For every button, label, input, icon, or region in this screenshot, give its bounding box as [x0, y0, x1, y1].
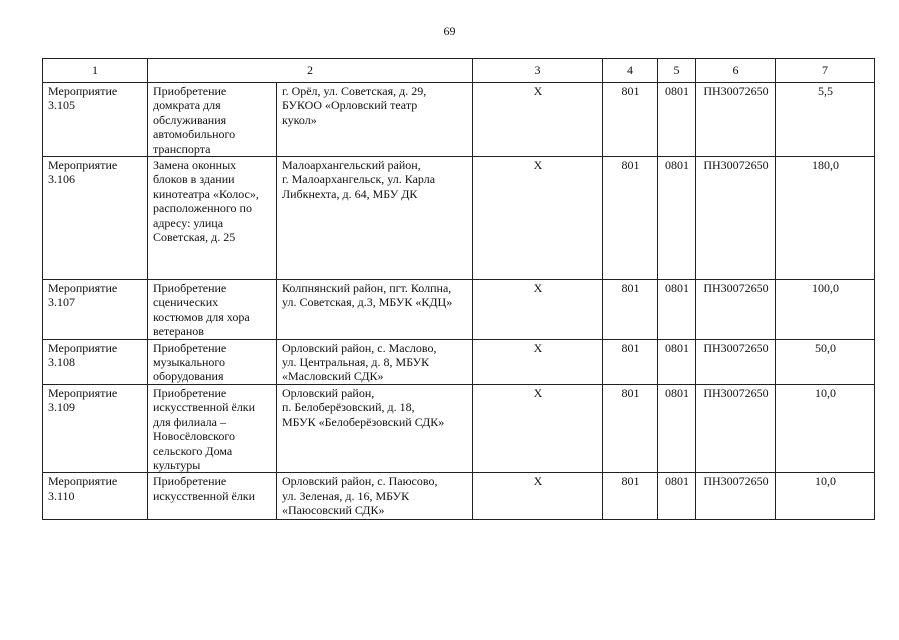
- header-col-6: 6: [696, 59, 776, 83]
- event-name-cell-line: транспорта: [153, 141, 211, 156]
- address-cell-line: г. Малоархангельск, ул. Карла: [282, 172, 436, 187]
- code-801-cell: 801: [603, 83, 658, 157]
- event-name-cell: [148, 473, 277, 520]
- address-cell-line: ул. Центральная, д. 8, МБУК: [282, 355, 430, 370]
- header-col-5: 5: [658, 59, 696, 83]
- event-name-cell-line: автомобильного: [153, 127, 236, 142]
- address-cell-line: п. Белоберёзовский, д. 18,: [282, 400, 415, 415]
- event-cell: [43, 473, 148, 520]
- event-name-cell: [148, 157, 277, 280]
- address-cell-line: г. Орёл, ул. Советская, д. 29,: [282, 84, 427, 98]
- table-row: [43, 280, 875, 340]
- table-row: [43, 384, 875, 472]
- event-cell-line: 3.105: [48, 98, 75, 113]
- marker-cell: Х: [473, 384, 603, 472]
- event-name-cell-line: кинотеатра «Колос»,: [153, 186, 259, 201]
- amount-cell: 10,0: [776, 384, 875, 472]
- event-name-cell-line: музыкального: [153, 355, 225, 370]
- event-cell: [43, 384, 148, 472]
- header-col-1: 1: [43, 59, 148, 83]
- table-row: [43, 473, 875, 520]
- event-cell-line: Мероприятие: [48, 281, 118, 296]
- address-cell-line: МБУК «Белоберёзовский СДК»: [282, 414, 445, 429]
- address-cell-line: Колпнянский район, пгт. Колпна,: [282, 281, 452, 296]
- event-cell-line: 3.108: [48, 355, 75, 370]
- event-name-cell-line: для филиала –: [153, 414, 226, 429]
- event-name-cell-line: Приобретение: [153, 474, 227, 489]
- address-cell-line: Орловский район, с. Паюсово,: [282, 474, 438, 489]
- target-article-cell: ПН30072650: [696, 339, 776, 384]
- event-cell: [43, 339, 148, 384]
- event-name-cell-line: искусственной ёлки: [153, 488, 256, 503]
- event-cell-line: Мероприятие: [48, 385, 118, 400]
- event-name-cell-line: Приобретение: [153, 84, 227, 98]
- address-cell-line: ул. Зеленая, д. 16, МБУК: [282, 488, 410, 503]
- marker-cell: Х: [473, 83, 603, 157]
- event-cell-line: Мероприятие: [48, 158, 118, 173]
- event-name-cell-line: костюмов для хора: [153, 309, 250, 324]
- marker-cell: Х: [473, 280, 603, 340]
- event-name-cell-line: блоков в здании: [153, 172, 235, 187]
- event-name-cell-line: Приобретение: [153, 385, 227, 400]
- target-article-cell: ПН30072650: [696, 280, 776, 340]
- event-name-cell-line: Приобретение: [153, 340, 227, 355]
- amount-cell: 10,0: [776, 473, 875, 520]
- section-code-cell: 0801: [658, 473, 696, 520]
- address-cell-line: ул. Советская, д.3, МБУК «КДЦ»: [282, 295, 453, 310]
- amount-cell: 180,0: [776, 157, 875, 280]
- address-cell: [277, 157, 473, 280]
- amount-cell: 50,0: [776, 339, 875, 384]
- marker-cell: Х: [473, 339, 603, 384]
- header-col-7: 7: [776, 59, 875, 83]
- code-801-cell: 801: [603, 473, 658, 520]
- event-name-cell: [148, 339, 277, 384]
- event-name-cell-line: оборудования: [153, 369, 224, 384]
- event-name-cell-line: искусственной ёлки: [153, 400, 256, 415]
- event-cell: [43, 157, 148, 280]
- event-name-cell-line: расположенного по: [153, 201, 252, 216]
- marker-cell: Х: [473, 473, 603, 520]
- event-cell: [43, 83, 148, 157]
- amount-cell: 100,0: [776, 280, 875, 340]
- address-cell: [277, 280, 473, 340]
- address-cell-line: Орловский район, с. Маслово,: [282, 340, 437, 355]
- address-cell-line: Либкнехта, д. 64, МБУ ДК: [282, 186, 418, 201]
- section-code-cell: 0801: [658, 384, 696, 472]
- table-row: [43, 339, 875, 384]
- address-cell: [277, 339, 473, 384]
- marker-cell: Х: [473, 157, 603, 280]
- event-name-cell-line: сельского Дома: [153, 443, 233, 458]
- target-article-cell: ПН30072650: [696, 473, 776, 520]
- event-name-cell-line: Новосёловского: [153, 429, 235, 444]
- event-name-cell: [148, 280, 277, 340]
- header-col-2: 2: [148, 59, 473, 83]
- code-801-cell: 801: [603, 280, 658, 340]
- address-cell-line: Орловский район,: [282, 385, 375, 400]
- address-cell-line: Малоархангельский район,: [282, 158, 421, 173]
- header-row: [43, 59, 875, 83]
- section-code-cell: 0801: [658, 157, 696, 280]
- page-number: 69: [443, 24, 456, 38]
- code-801-cell: 801: [603, 384, 658, 472]
- table-row: [43, 83, 875, 157]
- event-cell-line: 3.110: [48, 488, 75, 503]
- address-cell-line: «Паюсовский СДК»: [282, 503, 385, 518]
- event-name-cell-line: Замена оконных: [153, 158, 237, 173]
- address-cell-line: БУКОО «Орловский театр: [282, 98, 418, 113]
- code-801-cell: 801: [603, 339, 658, 384]
- event-cell-line: 3.109: [48, 400, 75, 415]
- address-cell: [277, 83, 473, 157]
- code-801-cell: 801: [603, 157, 658, 280]
- section-code-cell: 0801: [658, 280, 696, 340]
- header-col-4: 4: [603, 59, 658, 83]
- event-cell-line: Мероприятие: [48, 474, 118, 489]
- event-name-cell-line: адресу: улица: [153, 215, 224, 230]
- target-article-cell: ПН30072650: [696, 384, 776, 472]
- target-article-cell: ПН30072650: [696, 157, 776, 280]
- event-cell-line: Мероприятие: [48, 340, 118, 355]
- event-name-cell-line: сценических: [153, 295, 219, 310]
- section-code-cell: 0801: [658, 339, 696, 384]
- event-name-cell-line: Приобретение: [153, 281, 227, 296]
- event-name-cell-line: обслуживания: [153, 112, 227, 127]
- event-name-cell: [148, 83, 277, 157]
- amount-cell: 5,5: [776, 83, 875, 157]
- address-cell-line: «Масловский СДК»: [282, 369, 384, 384]
- event-cell: [43, 280, 148, 340]
- header-col-3: 3: [473, 59, 603, 83]
- target-article-cell: ПН30072650: [696, 83, 776, 157]
- event-name-cell-line: культуры: [153, 457, 201, 472]
- address-cell: [277, 384, 473, 472]
- event-name-cell-line: ветеранов: [153, 324, 204, 339]
- event-cell-line: 3.106: [48, 172, 75, 187]
- event-name-cell-line: домкрата для: [153, 98, 221, 113]
- address-cell: [277, 473, 473, 520]
- address-cell-line: кукол»: [282, 112, 317, 127]
- budget-table: [42, 58, 875, 520]
- event-name-cell-line: Советская, д. 25: [153, 230, 236, 245]
- event-cell-line: Мероприятие: [48, 84, 118, 98]
- section-code-cell: 0801: [658, 83, 696, 157]
- event-cell-line: 3.107: [48, 295, 75, 310]
- event-name-cell: [148, 384, 277, 472]
- table-row: [43, 157, 875, 280]
